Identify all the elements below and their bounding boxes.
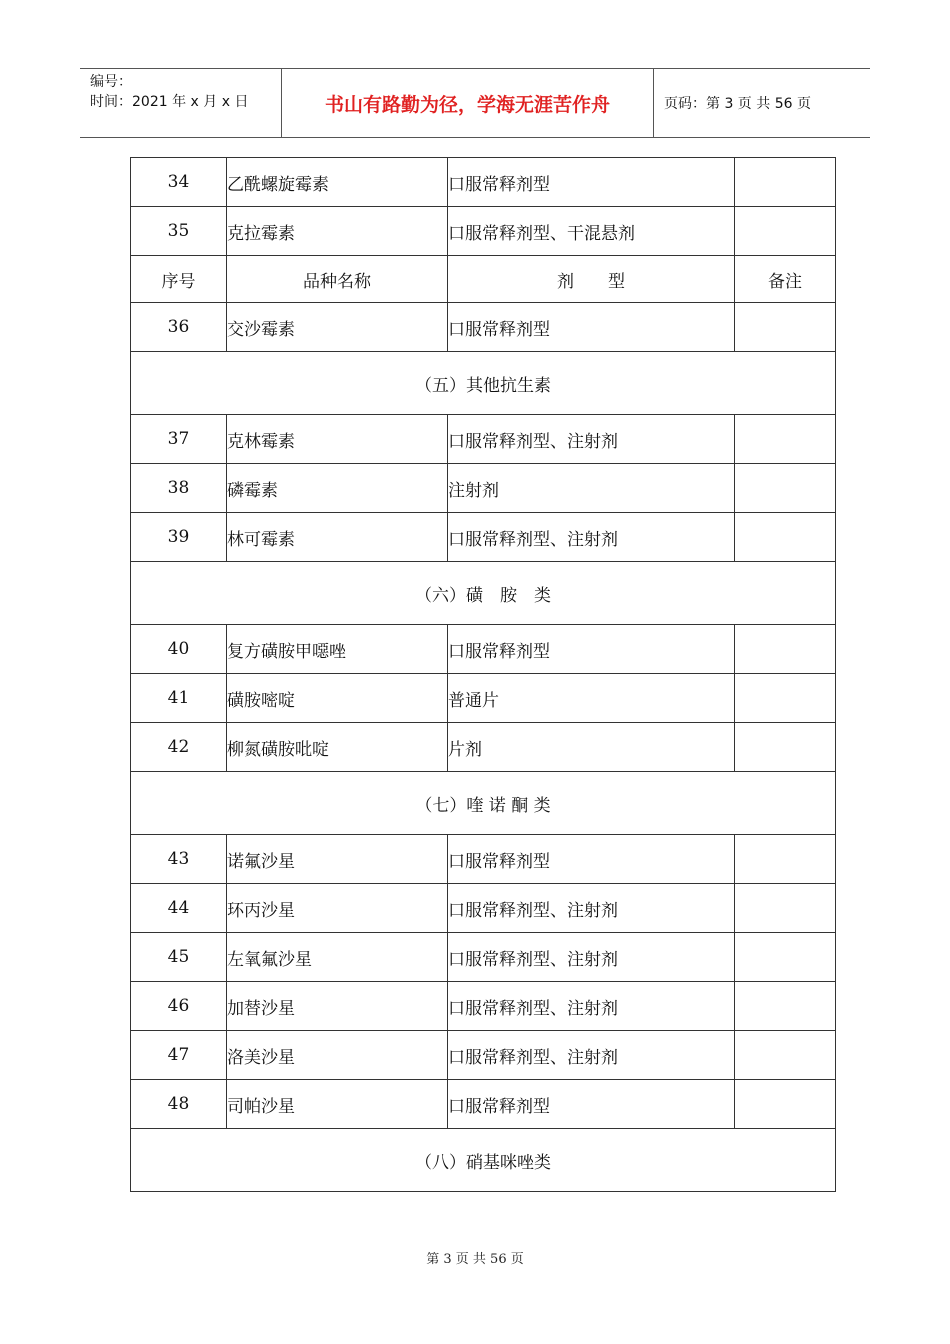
column-header-name: 品种名称 <box>227 256 448 303</box>
cell-name: 交沙霉素 <box>227 303 448 352</box>
column-header-form: 剂 型 <box>448 256 735 303</box>
table-row <box>131 674 836 723</box>
cell-remark <box>735 415 836 464</box>
cell-no: 46 <box>131 982 227 1031</box>
cell-no: 37 <box>131 415 227 464</box>
cell-form: 口服常释剂型、注射剂 <box>448 1031 735 1080</box>
column-header-no: 序号 <box>131 256 227 303</box>
cell-no: 42 <box>131 723 227 772</box>
section-title: （五）其他抗生素 <box>131 352 836 415</box>
section-title: （八）硝基咪唑类 <box>131 1129 836 1192</box>
cell-no: 38 <box>131 464 227 513</box>
header-motto: 书山有路勤为径，学海无涯苦作舟 <box>282 69 654 137</box>
table-row <box>131 884 836 933</box>
cell-name: 左氧氟沙星 <box>227 933 448 982</box>
cell-remark <box>735 1031 836 1080</box>
cell-remark <box>735 207 836 256</box>
table-row <box>131 207 836 256</box>
cell-form: 口服常释剂型、注射剂 <box>448 415 735 464</box>
table-row <box>131 464 836 513</box>
cell-name: 柳氮磺胺吡啶 <box>227 723 448 772</box>
cell-no: 47 <box>131 1031 227 1080</box>
cell-form: 口服常释剂型 <box>448 625 735 674</box>
cell-no: 44 <box>131 884 227 933</box>
cell-remark <box>735 303 836 352</box>
cell-name: 复方磺胺甲噁唑 <box>227 625 448 674</box>
page-header <box>80 68 870 138</box>
section-title: （六）磺 胺 类 <box>131 562 836 625</box>
number-label: 编号： <box>90 74 132 90</box>
table-row <box>131 415 836 464</box>
cell-form: 口服常释剂型、注射剂 <box>448 513 735 562</box>
cell-remark <box>735 723 836 772</box>
cell-no: 45 <box>131 933 227 982</box>
cell-form: 口服常释剂型 <box>448 158 735 207</box>
cell-remark <box>735 884 836 933</box>
cell-no: 41 <box>131 674 227 723</box>
cell-no: 35 <box>131 207 227 256</box>
column-header-remark: 备注 <box>735 256 836 303</box>
table-row <box>131 303 836 352</box>
cell-form: 口服常释剂型 <box>448 1080 735 1129</box>
cell-remark <box>735 513 836 562</box>
cell-form: 口服常释剂型、注射剂 <box>448 884 735 933</box>
table-row <box>131 933 836 982</box>
cell-name: 磺胺嘧啶 <box>227 674 448 723</box>
section-row <box>131 772 836 835</box>
drug-table-body <box>131 158 836 1192</box>
table-row <box>131 982 836 1031</box>
table-header-row <box>131 256 836 303</box>
cell-name: 司帕沙星 <box>227 1080 448 1129</box>
cell-form: 口服常释剂型、注射剂 <box>448 933 735 982</box>
cell-name: 克拉霉素 <box>227 207 448 256</box>
cell-form: 口服常释剂型、干混悬剂 <box>448 207 735 256</box>
cell-name: 磷霉素 <box>227 464 448 513</box>
cell-form: 注射剂 <box>448 464 735 513</box>
section-title: （七）喹 诺 酮 类 <box>131 772 836 835</box>
cell-name: 洛美沙星 <box>227 1031 448 1080</box>
section-row <box>131 352 836 415</box>
cell-remark <box>735 158 836 207</box>
table-row <box>131 1080 836 1129</box>
cell-remark <box>735 674 836 723</box>
cell-name: 林可霉素 <box>227 513 448 562</box>
drug-table <box>130 157 836 1192</box>
table-row <box>131 625 836 674</box>
cell-form: 口服常释剂型 <box>448 303 735 352</box>
cell-no: 48 <box>131 1080 227 1129</box>
cell-no: 43 <box>131 835 227 884</box>
cell-name: 诺氟沙星 <box>227 835 448 884</box>
page-footer: 第 3 页 共 56 页 <box>426 1252 524 1267</box>
cell-form: 普通片 <box>448 674 735 723</box>
cell-no: 40 <box>131 625 227 674</box>
table-row <box>131 513 836 562</box>
cell-no: 39 <box>131 513 227 562</box>
cell-remark <box>735 625 836 674</box>
cell-name: 加替沙星 <box>227 982 448 1031</box>
cell-remark <box>735 933 836 982</box>
cell-no: 36 <box>131 303 227 352</box>
table-row <box>131 158 836 207</box>
cell-form: 口服常释剂型、注射剂 <box>448 982 735 1031</box>
cell-form: 口服常释剂型 <box>448 835 735 884</box>
cell-no: 34 <box>131 158 227 207</box>
cell-name: 乙酰螺旋霉素 <box>227 158 448 207</box>
cell-name: 克林霉素 <box>227 415 448 464</box>
cell-remark <box>735 464 836 513</box>
time-label: 时间：2021 年 x 月 x 日 <box>90 94 249 110</box>
cell-remark <box>735 982 836 1031</box>
table-row <box>131 1031 836 1080</box>
cell-form: 片剂 <box>448 723 735 772</box>
cell-remark <box>735 835 836 884</box>
table-row <box>131 723 836 772</box>
header-meta <box>80 69 282 137</box>
cell-name: 环丙沙星 <box>227 884 448 933</box>
section-row <box>131 1129 836 1192</box>
table-row <box>131 835 836 884</box>
cell-remark <box>735 1080 836 1129</box>
section-row <box>131 562 836 625</box>
header-page-info: 页码：第 3 页 共 56 页 <box>664 96 811 112</box>
